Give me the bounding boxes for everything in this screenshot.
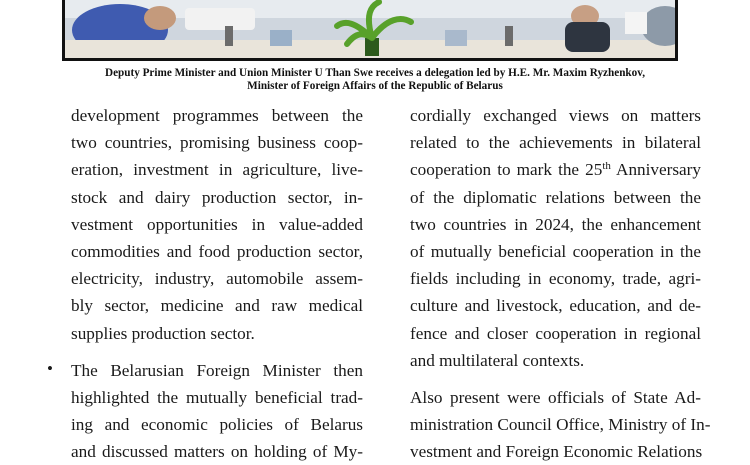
- body-line: stock and dairy production sector, in-: [71, 187, 363, 207]
- body-line: vestment and Foreign Economic Relations: [410, 442, 703, 462]
- meeting-photo: [62, 0, 678, 61]
- body-line: Also present were officials of State Ad-: [410, 387, 701, 407]
- meeting-photo-illustration: [65, 0, 678, 61]
- body-line: vestment opportunities in value-added: [71, 214, 363, 234]
- body-line: bly sector, medicine and raw medical: [71, 296, 363, 316]
- body-line: ministration Council Office, Ministry of In-: [410, 415, 711, 435]
- anniversary-word: Anniversary: [610, 160, 701, 180]
- photo-caption: [40, 67, 710, 92]
- body-line: development programmes between the: [71, 106, 363, 125]
- body-line: fence and closer cooperation in regional: [410, 323, 701, 343]
- ordinal-number: cooperation to mark the 25: [410, 160, 603, 180]
- body-line: culture and livestock, education, and de-: [410, 296, 701, 316]
- bullet-icon: •: [47, 359, 53, 378]
- body-line: The Belarusian Foreign Minister then: [71, 360, 363, 380]
- caption-line-1: Deputy Prime Minister and Union Minister U Than Swe receives a delegation led by H.E. Mr. Maxim Ryzhenkov,: [104, 67, 646, 79]
- body-line: of mutually beneficial cooperation in the: [410, 241, 701, 261]
- body-line: and multilateral contexts.: [410, 350, 585, 370]
- body-line: of the diplomatic relations between the: [410, 187, 701, 207]
- body-line: electricity, industry, automobile assem-: [71, 269, 363, 289]
- ordinal-suffix: th: [602, 160, 611, 173]
- body-line: related to the achievements in bilateral: [410, 133, 701, 153]
- body-line: highlighted the mutually beneficial trad-: [71, 387, 363, 407]
- body-line: ing and economic policies of Belarus: [71, 415, 363, 435]
- body-line: eration, investment in agriculture, live-: [71, 160, 363, 180]
- caption-line-2: Minister of Foreign Affairs of the Republic of Belarus: [247, 79, 503, 92]
- body-line: two countries, promising business coop-: [71, 133, 363, 153]
- body-line: supplies production sector.: [71, 323, 255, 343]
- body-line-anniversary: [410, 156, 701, 183]
- body-line: fields including in economy, trade, agri-: [410, 269, 701, 289]
- right-column: [410, 102, 711, 465]
- body-line: cordially exchanged views on matters: [410, 106, 701, 125]
- left-column: [71, 102, 363, 465]
- body-line: commodities and food production sector,: [71, 241, 363, 261]
- body-line: two countries in 2024, the enhancement: [410, 214, 701, 234]
- body-line: and discussed matters on holding of My-: [71, 442, 363, 462]
